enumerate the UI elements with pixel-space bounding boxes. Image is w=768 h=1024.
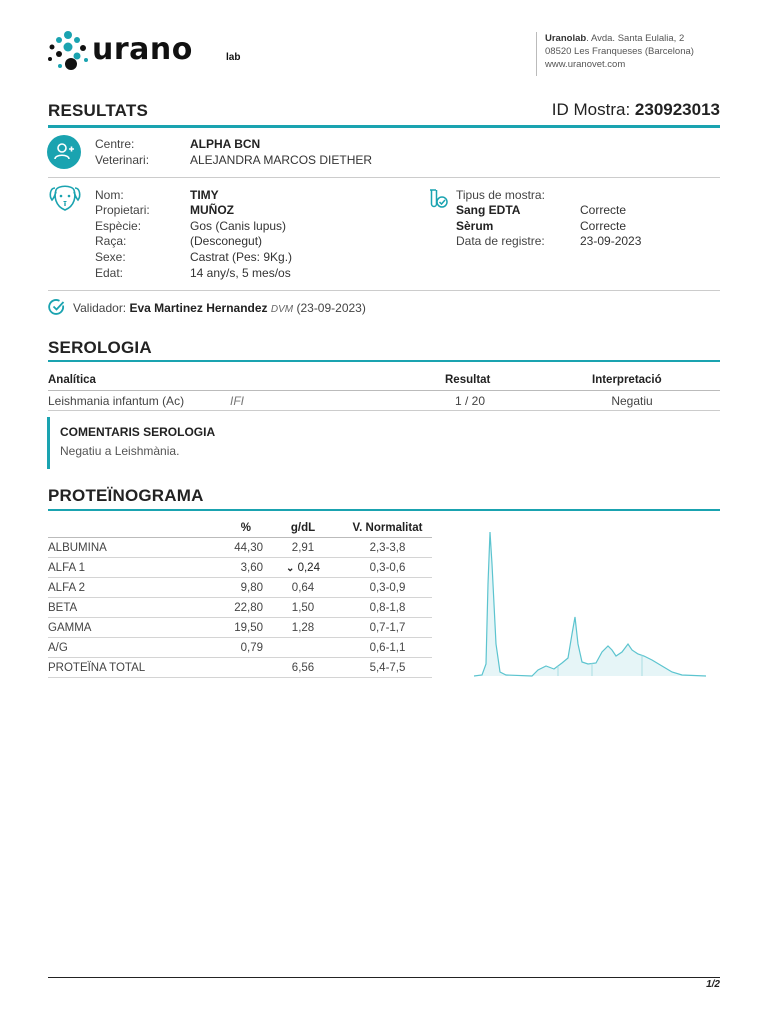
comment-title: COMENTARIS SEROLOGIA — [60, 425, 216, 439]
patient-label: Nom: — [95, 188, 124, 202]
dog-icon — [47, 182, 83, 214]
sample-status: Correcte — [580, 203, 627, 217]
logo-sub: lab — [226, 52, 241, 63]
analysis-name: Leishmania infantum (Ac) — [48, 394, 185, 408]
serology-title: SEROLOGIA — [48, 338, 152, 357]
divider — [48, 290, 720, 291]
page-title: RESULTATS — [48, 101, 149, 120]
logo-text: urano — [92, 32, 193, 67]
protein-gdl — [263, 638, 343, 658]
patient-breed: (Desconegut) — [190, 234, 263, 248]
protein-name: ALBUMINA — [48, 538, 188, 558]
sample-id-label: ID Mostra: — [551, 100, 631, 119]
protein-gdl: 2,91 — [263, 538, 343, 558]
divider — [48, 410, 720, 411]
check-icon — [48, 298, 66, 316]
centre-label: Centre: — [95, 137, 135, 151]
logo — [46, 30, 246, 74]
validator — [73, 300, 366, 316]
centre-value: ALPHA BCN — [190, 137, 261, 151]
table-row — [48, 558, 432, 578]
protein-name: PROTEÏNA TOTAL — [48, 658, 188, 678]
table-row — [48, 538, 432, 558]
protein-pct: 9,80 — [188, 578, 263, 598]
protein-ref: 0,8-1,8 — [343, 598, 432, 618]
protein-ref: 0,3-0,6 — [343, 558, 432, 578]
col-gdl: g/dL — [263, 518, 343, 538]
patient-label: Sexe: — [95, 250, 126, 264]
analysis-method: IFI — [230, 394, 244, 408]
protein-pct: 44,30 — [188, 538, 263, 558]
patient-age: 14 any/s, 5 mes/os — [190, 266, 291, 280]
patient-name: TIMY — [190, 188, 219, 202]
protein-ref: 2,3-3,8 — [343, 538, 432, 558]
protein-gdl: 0,64 — [263, 578, 343, 598]
table-row — [48, 638, 432, 658]
electrophoresis-curve — [472, 524, 708, 680]
address-name: Uranolab — [545, 33, 587, 44]
protein-pct: 22,80 — [188, 598, 263, 618]
table-row — [48, 598, 432, 618]
serology-comments — [47, 417, 450, 469]
protein-gdl-cell — [263, 558, 343, 578]
patient-label: Espècie: — [95, 219, 142, 233]
sample-name: Sèrum — [456, 219, 494, 233]
divider — [48, 177, 720, 178]
patient-label: Raça: — [95, 234, 127, 248]
patient-sex: Castrat (Pes: 9Kg.) — [190, 250, 293, 264]
sample-id-value: 230923013 — [634, 100, 720, 119]
validator-label: Validador: — [73, 301, 127, 315]
protein-gdl: 1,28 — [263, 618, 343, 638]
footer-rule — [48, 977, 720, 978]
protein-gdl: 1,50 — [263, 598, 343, 618]
test-tube-icon — [427, 188, 451, 212]
logo-mark-icon — [46, 30, 90, 72]
table-row — [48, 618, 432, 638]
registration-date-value: 23-09-2023 — [580, 234, 642, 248]
col-analitica: Analítica — [48, 374, 96, 386]
proteinogram-title: PROTEÏNOGRAMA — [48, 486, 204, 505]
divider — [48, 390, 720, 391]
serology-rule — [48, 360, 720, 362]
col-reference: V. Normalitat — [343, 518, 432, 538]
vet-value: ALEJANDRA MARCOS DIETHER — [190, 153, 373, 167]
curve-fill — [474, 532, 706, 676]
protein-ref: 5,4-7,5 — [343, 658, 432, 678]
sample-type-label: Tipus de mostra: — [456, 188, 545, 202]
proteinogram-rule — [48, 509, 720, 511]
proteinogram-table — [48, 518, 432, 678]
protein-ref: 0,3-0,9 — [343, 578, 432, 598]
col-pct: % — [188, 518, 263, 538]
title-rule — [48, 125, 720, 128]
validator-date: (23-09-2023) — [296, 301, 366, 315]
sample-id — [552, 100, 720, 120]
patient-owner: MUÑOZ — [190, 203, 234, 217]
protein-pct — [188, 658, 263, 678]
centre-icon — [47, 135, 81, 169]
protein-name: BETA — [48, 598, 188, 618]
protein-ref: 0,7-1,7 — [343, 618, 432, 638]
col-resultat: Resultat — [445, 374, 491, 386]
protein-ref: 0,6-1,1 — [343, 638, 432, 658]
curve-line — [474, 532, 706, 676]
address-line3[interactable]: www.uranovet.com — [545, 59, 626, 70]
analysis-interpretation: Negatiu — [611, 394, 653, 408]
protein-pct: 3,60 — [188, 558, 263, 578]
patient-species: Gos (Canis lupus) — [190, 219, 287, 233]
protein-gdl: 6,56 — [263, 658, 343, 678]
sample-name: Sang EDTA — [456, 203, 521, 217]
patient-label: Propietari: — [95, 203, 150, 217]
address-line2: 08520 Les Franqueses (Barcelona) — [545, 46, 694, 57]
protein-name: ALFA 1 — [48, 558, 188, 578]
low-flag-icon: ⌄ — [286, 562, 295, 574]
validator-name: Eva Martinez Hernandez — [129, 301, 268, 315]
sample-status: Correcte — [580, 219, 627, 233]
analysis-result: 1 / 20 — [454, 394, 486, 408]
protein-name: ALFA 2 — [48, 578, 188, 598]
address-block — [536, 32, 694, 76]
table-row — [48, 578, 432, 598]
table-row — [48, 658, 432, 678]
patient-label: Edat: — [95, 266, 124, 280]
protein-pct: 0,79 — [188, 638, 263, 658]
comment-text: Negatiu a Leishmània. — [60, 444, 180, 458]
table-header — [48, 518, 432, 538]
protein-name: GAMMA — [48, 618, 188, 638]
registration-date-label: Data de registre: — [456, 234, 545, 248]
col-interpretacio: Interpretació — [592, 374, 662, 386]
protein-gdl: 0,24 — [297, 561, 320, 574]
protein-pct: 19,50 — [188, 618, 263, 638]
page-number: 1/2 — [706, 979, 720, 990]
protein-name: A/G — [48, 638, 188, 658]
address-line1: . Avda. Santa Eulalia, 2 — [586, 33, 685, 44]
validator-title: DVM — [270, 304, 294, 315]
vet-label: Veterinari: — [95, 153, 150, 167]
